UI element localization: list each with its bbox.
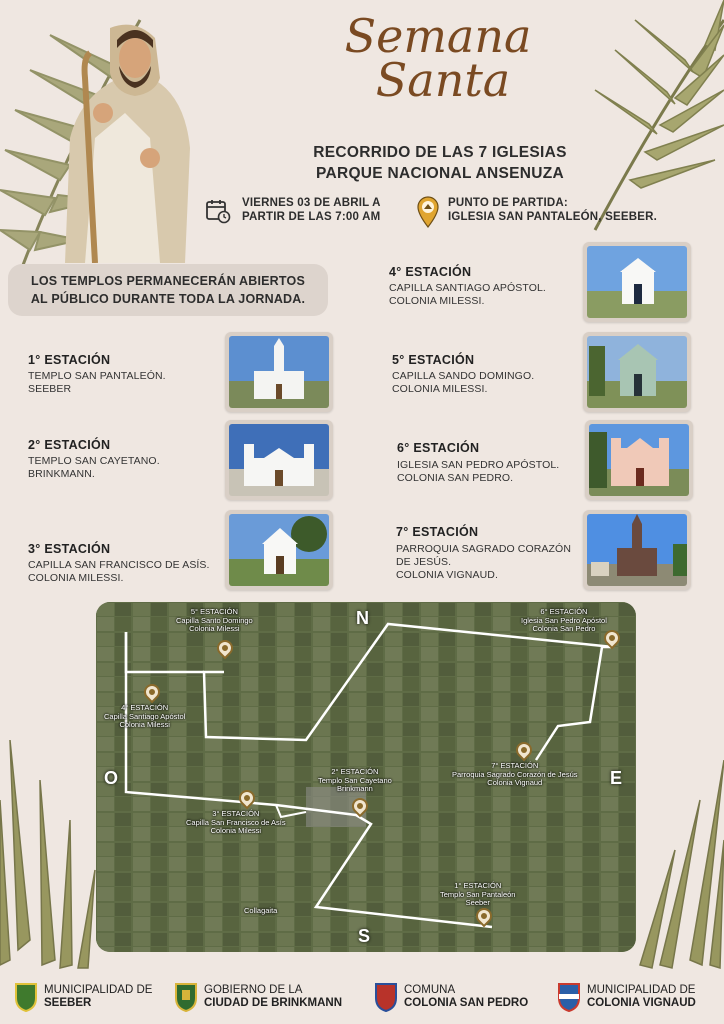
logo-san-pedro-text [404,984,528,1010]
logo-seeber-text [44,984,152,1010]
san-pedro-shield-icon [374,982,398,1012]
seeber-shield-icon [14,982,38,1012]
map-town-label: Collagaita [244,906,278,915]
station-7-photo [583,510,691,590]
compass-west: O [104,768,119,788]
subtitle-line-1: RECORRIDO DE LAS 7 IGLESIAS [313,144,567,161]
station-7-line-1: PARROQUIA SAGRADO CORAZÓN [396,543,571,555]
station-3-line-2: COLONIA MILESSI. [28,572,124,584]
subtitle-line-2: PARQUE NACIONAL ANSENUZA [315,165,565,182]
compass-east: E [610,768,623,788]
map-label-3-title: 3° ESTACIÓN [212,809,260,818]
map-label-4-name: Capilla Santiago Apóstol [104,711,186,721]
date-info [242,196,381,224]
station-5-title: 5° ESTACIÓN [392,353,475,367]
location-pin-icon [416,196,440,228]
station-6-photo [585,420,693,500]
opening-notice [8,264,328,316]
station-1-title: 1° ESTACIÓN [28,353,111,367]
map-label-5-title: 5° ESTACIÓN [190,607,238,616]
map-label-4-title: 4° ESTACIÓN [121,703,169,712]
route-map [96,602,636,952]
church-photo-san-pedro [589,424,689,496]
station-6-line-2: COLONIA SAN PEDRO. [397,472,514,484]
map-label-6-title: 6° ESTACIÓN [540,607,588,616]
date-line-2: PARTIR DE LAS 7:00 AM [242,211,381,223]
station-3-line-1: CAPILLA SAN FRANCISCO DE ASÍS. [28,559,210,571]
map-label-1-name: Templo San Pantaleón [440,889,516,899]
map-label-1-place: Seeber [465,898,490,907]
map-label-6-name: Iglesia San Pedro Apóstol [521,615,607,625]
station-2-title: 2° ESTACIÓN [28,438,111,452]
start-info [448,196,657,224]
station-3-photo [225,510,333,590]
subtitle [300,142,580,184]
footer-logos [0,966,724,1024]
notice-line-1: LOS TEMPLOS PERMANECERÁN ABIERTOS [31,274,305,288]
station-2-text [28,455,160,481]
map-label-7-place: Colonia Vignaud [487,778,543,787]
logo-vignaud-line-1: MUNICIPALIDAD DE [587,984,696,996]
logo-brinkmann-text [204,984,342,1010]
church-photo-san-francisco [229,514,329,586]
map-label-station-7 [452,762,578,788]
map-label-2-title: 2° ESTACIÓN [331,767,379,776]
logo-san-pedro-line-2: COLONIA SAN PEDRO [404,997,529,1009]
notice-line-2: AL PÚBLICO DURANTE TODA LA JORNADA. [30,292,306,306]
church-photo-san-cayetano [229,424,329,496]
logo-vignaud-line-2: COLONIA VIGNAUD [587,997,696,1009]
station-1-text [28,370,166,396]
church-photo-santiago [587,246,687,318]
map-label-7-name: Parroquia Sagrado Corazón de Jesús [452,769,578,779]
station-2-photo [225,420,333,500]
map-label-6-place: Colonia San Pedro [532,624,596,633]
station-2-line-1: TEMPLO SAN CAYETANO. [28,455,160,467]
logo-vignaud-text [587,984,696,1010]
map-label-station-2 [318,768,392,794]
station-1-photo [225,332,333,412]
station-6-title: 6° ESTACIÓN [397,441,480,455]
brinkmann-shield-icon [174,982,198,1012]
start-line-2: IGLESIA SAN PANTALEÓN, SEEBER. [448,211,657,223]
logo-brinkmann-line-1: GOBIERNO DE LA [204,984,303,996]
station-4-line-1: CAPILLA SANTIAGO APÓSTOL. [389,282,546,294]
jesus-illustration [55,18,195,263]
logo-seeber-line-1: MUNICIPALIDAD DE [44,984,153,996]
station-7-line-2: DE JESÚS. [396,556,452,568]
palm-frond-bottom-right [630,760,724,970]
logo-san-pedro-line-1: COMUNA [404,984,456,996]
start-line-1: PUNTO DE PARTIDA: [448,197,568,209]
station-3-title: 3° ESTACIÓN [28,542,111,556]
station-4-text [389,282,546,308]
title-line-1: Semana [344,9,532,63]
station-3-text [28,559,210,585]
vignaud-shield-icon [557,982,581,1012]
map-label-station-4 [104,704,185,730]
map-label-2-name: Templo San Cayetano [318,775,392,785]
map-label-4-place: Colonia Milessi [119,720,170,729]
logo-seeber-line-2: SEEBER [44,997,92,1009]
station-4-photo [583,242,691,322]
title-line-2: Santa [375,53,511,107]
map-label-5-place: Colonia Milessi [189,624,240,633]
station-5-text [392,370,534,396]
station-7-line-3: COLONIA VIGNAUD. [396,569,498,581]
map-label-station-3 [186,810,286,836]
station-4-line-2: COLONIA MILESSI. [389,295,485,307]
church-photo-santo-domingo [587,336,687,408]
station-6-line-1: IGLESIA SAN PEDRO APÓSTOL. [397,459,560,471]
map-label-1-title: 1° ESTACIÓN [454,881,502,890]
date-line-1: VIERNES 03 DE ABRIL A [242,197,381,209]
station-1-line-1: TEMPLO SAN PANTALEÓN. [28,370,166,382]
map-label-3-place: Colonia Milessi [210,826,262,835]
station-1-line-2: SEEBER [28,383,72,395]
map-label-3-name: Capilla San Francisco de Asís [186,817,286,827]
calendar-icon [205,198,231,224]
station-5-photo [583,332,691,412]
map-label-station-6 [521,608,607,634]
logo-brinkmann-line-2: CIUDAD DE BRINKMANN [204,997,342,1009]
station-5-line-2: COLONIA MILESSI. [392,383,488,395]
map-label-5-name: Capilla Santo Domingo [176,615,253,625]
church-photo-san-pantaleon [229,336,329,408]
compass-south: S [358,926,371,946]
page-title [318,9,558,107]
station-7-title: 7° ESTACIÓN [396,525,479,539]
palm-frond-bottom-left [0,740,110,970]
map-label-station-5 [176,608,253,634]
station-7-text [396,543,571,582]
compass-north: N [356,608,369,628]
station-4-title: 4° ESTACIÓN [389,265,472,279]
station-2-line-2: BRINKMANN. [28,468,95,480]
map-label-7-title: 7° ESTACIÓN [491,761,539,770]
station-5-line-1: CAPILLA SANDO DOMINGO. [392,370,535,382]
station-6-text [397,459,559,485]
church-photo-sagrado-corazon [587,514,687,586]
map-label-station-1 [440,882,515,908]
map-label-2-place: Brinkmann [336,784,373,793]
